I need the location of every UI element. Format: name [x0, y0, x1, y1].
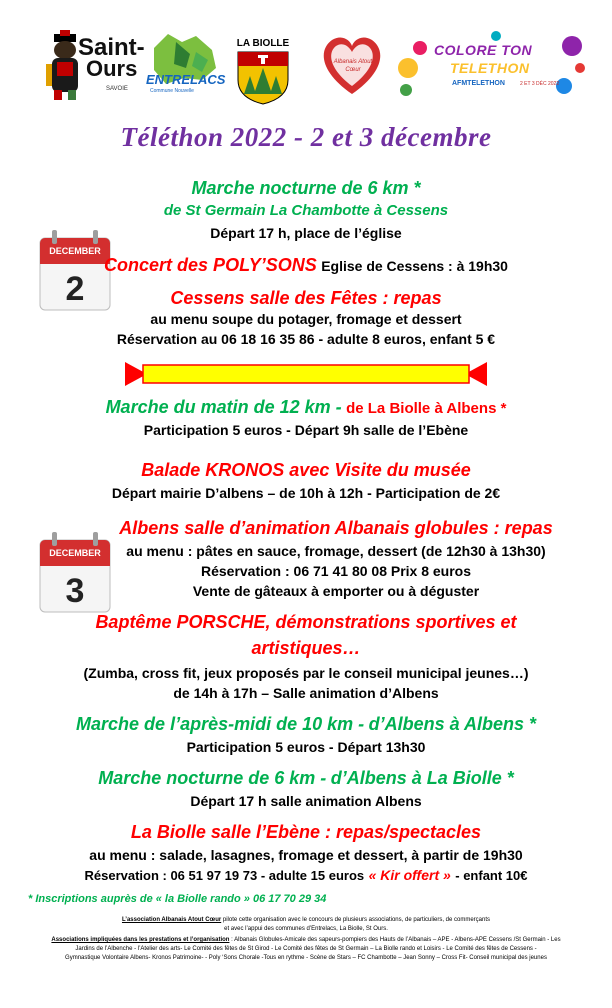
saint-ours-line2: Ours [86, 56, 138, 81]
day2-meal-booking: Réservation au 06 18 16 35 86 - adulte 8 euros, enfant 5 € [116, 331, 496, 347]
afternoon-walk-title-a: Marche de l’après-midi de 10 km - [76, 714, 365, 734]
morning-walk-title-b: de La Biolle à Albens * [346, 400, 507, 417]
albens-meal-title: Albens salle d’animation Albanais globules : repas [119, 518, 553, 538]
day2-walk-route: de St Germain La Chambotte à Cessens [163, 202, 449, 219]
porsche-details: (Zumba, cross fit, jeux proposés par le conseil municipal jeunes…) [83, 665, 529, 681]
inscriptions-note: * Inscriptions auprès de « la Biolle rando » 06 17 70 29 34 [28, 893, 327, 905]
calendar-day: 3 [65, 572, 85, 610]
involved-line-2: Jardins de l’Albenche - l’Atelier des arts- Le Comité des fêtes de St Girod - Le Comité des fêtes de St Germain – La Biolle rando et Loisirs - Le Comité des fêtes de Cessens - [75, 946, 537, 952]
biolle-booking-a: Réservation : 06 51 97 19 73 - adulte 15 euros [84, 868, 365, 883]
involved-line-3: Gymnastique Volontaire Albens- Kronos Patrimoine- - Poly ‘Sons Chorale -Tous en rythme - Scène de Stars – FC Chambotte – Jean Sonny – Cross Fit- Conseil municipal des jeunes [65, 955, 547, 961]
afternoon-walk-title-b: d’Albens à Albens * [368, 714, 536, 734]
night-walk-title-b: d’Albens à La Biolle * [330, 768, 514, 788]
afternoon-walk-title [0, 714, 612, 735]
porsche-time: de 14h à 17h – Salle animation d’Albens [173, 685, 439, 701]
saint-ours-logo [40, 28, 145, 103]
porsche-title-2: artistiques… [251, 638, 361, 658]
biolle-booking-kir: « Kir offert » [368, 867, 451, 883]
day2-meal-menu: au menu soupe du potager, fromage et dessert [150, 311, 462, 327]
page-title: Téléthon 2022 - 2 et 3 décembre [120, 122, 492, 152]
biolle-booking [0, 867, 612, 885]
assoc-line-1 [8, 916, 604, 925]
biolle-title: La Biolle salle l’Ebène : repas/spectacles [130, 822, 482, 842]
afternoon-walk-info: Participation 5 euros - Départ 13h30 [186, 739, 426, 755]
day2-walk-departure: Départ 17 h, place de l’église [210, 225, 402, 241]
involved-label: Associations impliquées dans les prestations et l’organisation [51, 937, 230, 943]
assoc-text: pilote cette organisation avec le concours de plusieurs associations, de particuliers, de commerçants [222, 917, 491, 923]
kronos-title: Balade KRONOS avec Visite du musée [141, 460, 471, 480]
telethon-sub: AFMTELETHON [452, 80, 505, 87]
telethon-logo [396, 28, 585, 103]
albens-meal-booking: Réservation : 06 71 41 80 08 Prix 8 euros [200, 563, 472, 579]
biolle-menu: au menu : salade, lasagnes, fromage et dessert, à partir de 19h30 [89, 847, 523, 863]
involved-text: : Albanais Globules-Amicale des sapeurs-pompiers des Hauts de l’Albanais – APE - Albens-APE Cessens /St Germain - Les [231, 937, 561, 943]
atout-coeur-logo [316, 28, 388, 103]
day2-concert [0, 255, 612, 276]
albens-meal-menu: au menu : pâtes en sauce, fromage, dessert (de 12h30 à 13h30) [126, 543, 546, 559]
ribbon-divider [125, 362, 487, 386]
calendar-month: DECEMBER [49, 246, 101, 256]
porsche-title-1: Baptême PORSCHE, démonstrations sportives et [95, 612, 517, 632]
la-biolle-logo [232, 28, 294, 103]
involved-line-1 [8, 936, 604, 945]
day2-walk-title: Marche nocturne de 6 km * [191, 178, 421, 198]
morning-walk-info: Participation 5 euros - Départ 9h salle de l’Ebène [143, 422, 469, 438]
assoc-name: L’association Albanais Atout Cœur [121, 917, 222, 923]
assoc-line-2: et avec l’appui des communes d’Entrelacs, La Biolle, St Ours. [224, 926, 388, 932]
calendar-month: DECEMBER [49, 548, 101, 558]
la-biolle-name: LA BIOLLE [236, 38, 290, 49]
kronos-info: Départ mairie D’albens – de 10h à 12h - Participation de 2€ [111, 485, 501, 501]
concert-info: Eglise de Cessens : à 19h30 [321, 258, 508, 274]
morning-walk-title [0, 397, 612, 418]
night-walk-title [0, 768, 612, 789]
biolle-booking-b: - enfant 10€ [455, 868, 528, 883]
calendar-day: 2 [65, 270, 85, 308]
logo-bar [40, 28, 585, 103]
telethon-date: 2 ET 3 DÉC 2022 [520, 81, 560, 87]
telethon-line1: COLORE TON [434, 42, 533, 58]
albens-cakes: Vente de gâteaux à emporter ou à déguster [192, 583, 480, 599]
entrelacs-sub: Commune Nouvelle [150, 88, 194, 94]
day2-meal-title: Cessens salle des Fêtes : repas [170, 288, 442, 308]
entrelacs-name: ENTRELACS [146, 72, 226, 87]
morning-walk-title-a: Marche du matin de 12 km - [105, 397, 342, 417]
telethon-line2: TELETHON [450, 60, 530, 76]
shield-icon [232, 50, 294, 105]
atout-coeur-text: Albanais Atout Cœur [333, 59, 373, 73]
entrelacs-logo [146, 28, 224, 103]
saint-ours-sub: SAVOIE [106, 86, 128, 92]
saint-ours-line1: Saint- [78, 34, 145, 61]
night-walk-info: Départ 17 h salle animation Albens [190, 793, 422, 809]
night-walk-title-a: Marche nocturne de 6 km - [98, 768, 327, 788]
concert-title: Concert des POLY’SONS [104, 255, 317, 275]
